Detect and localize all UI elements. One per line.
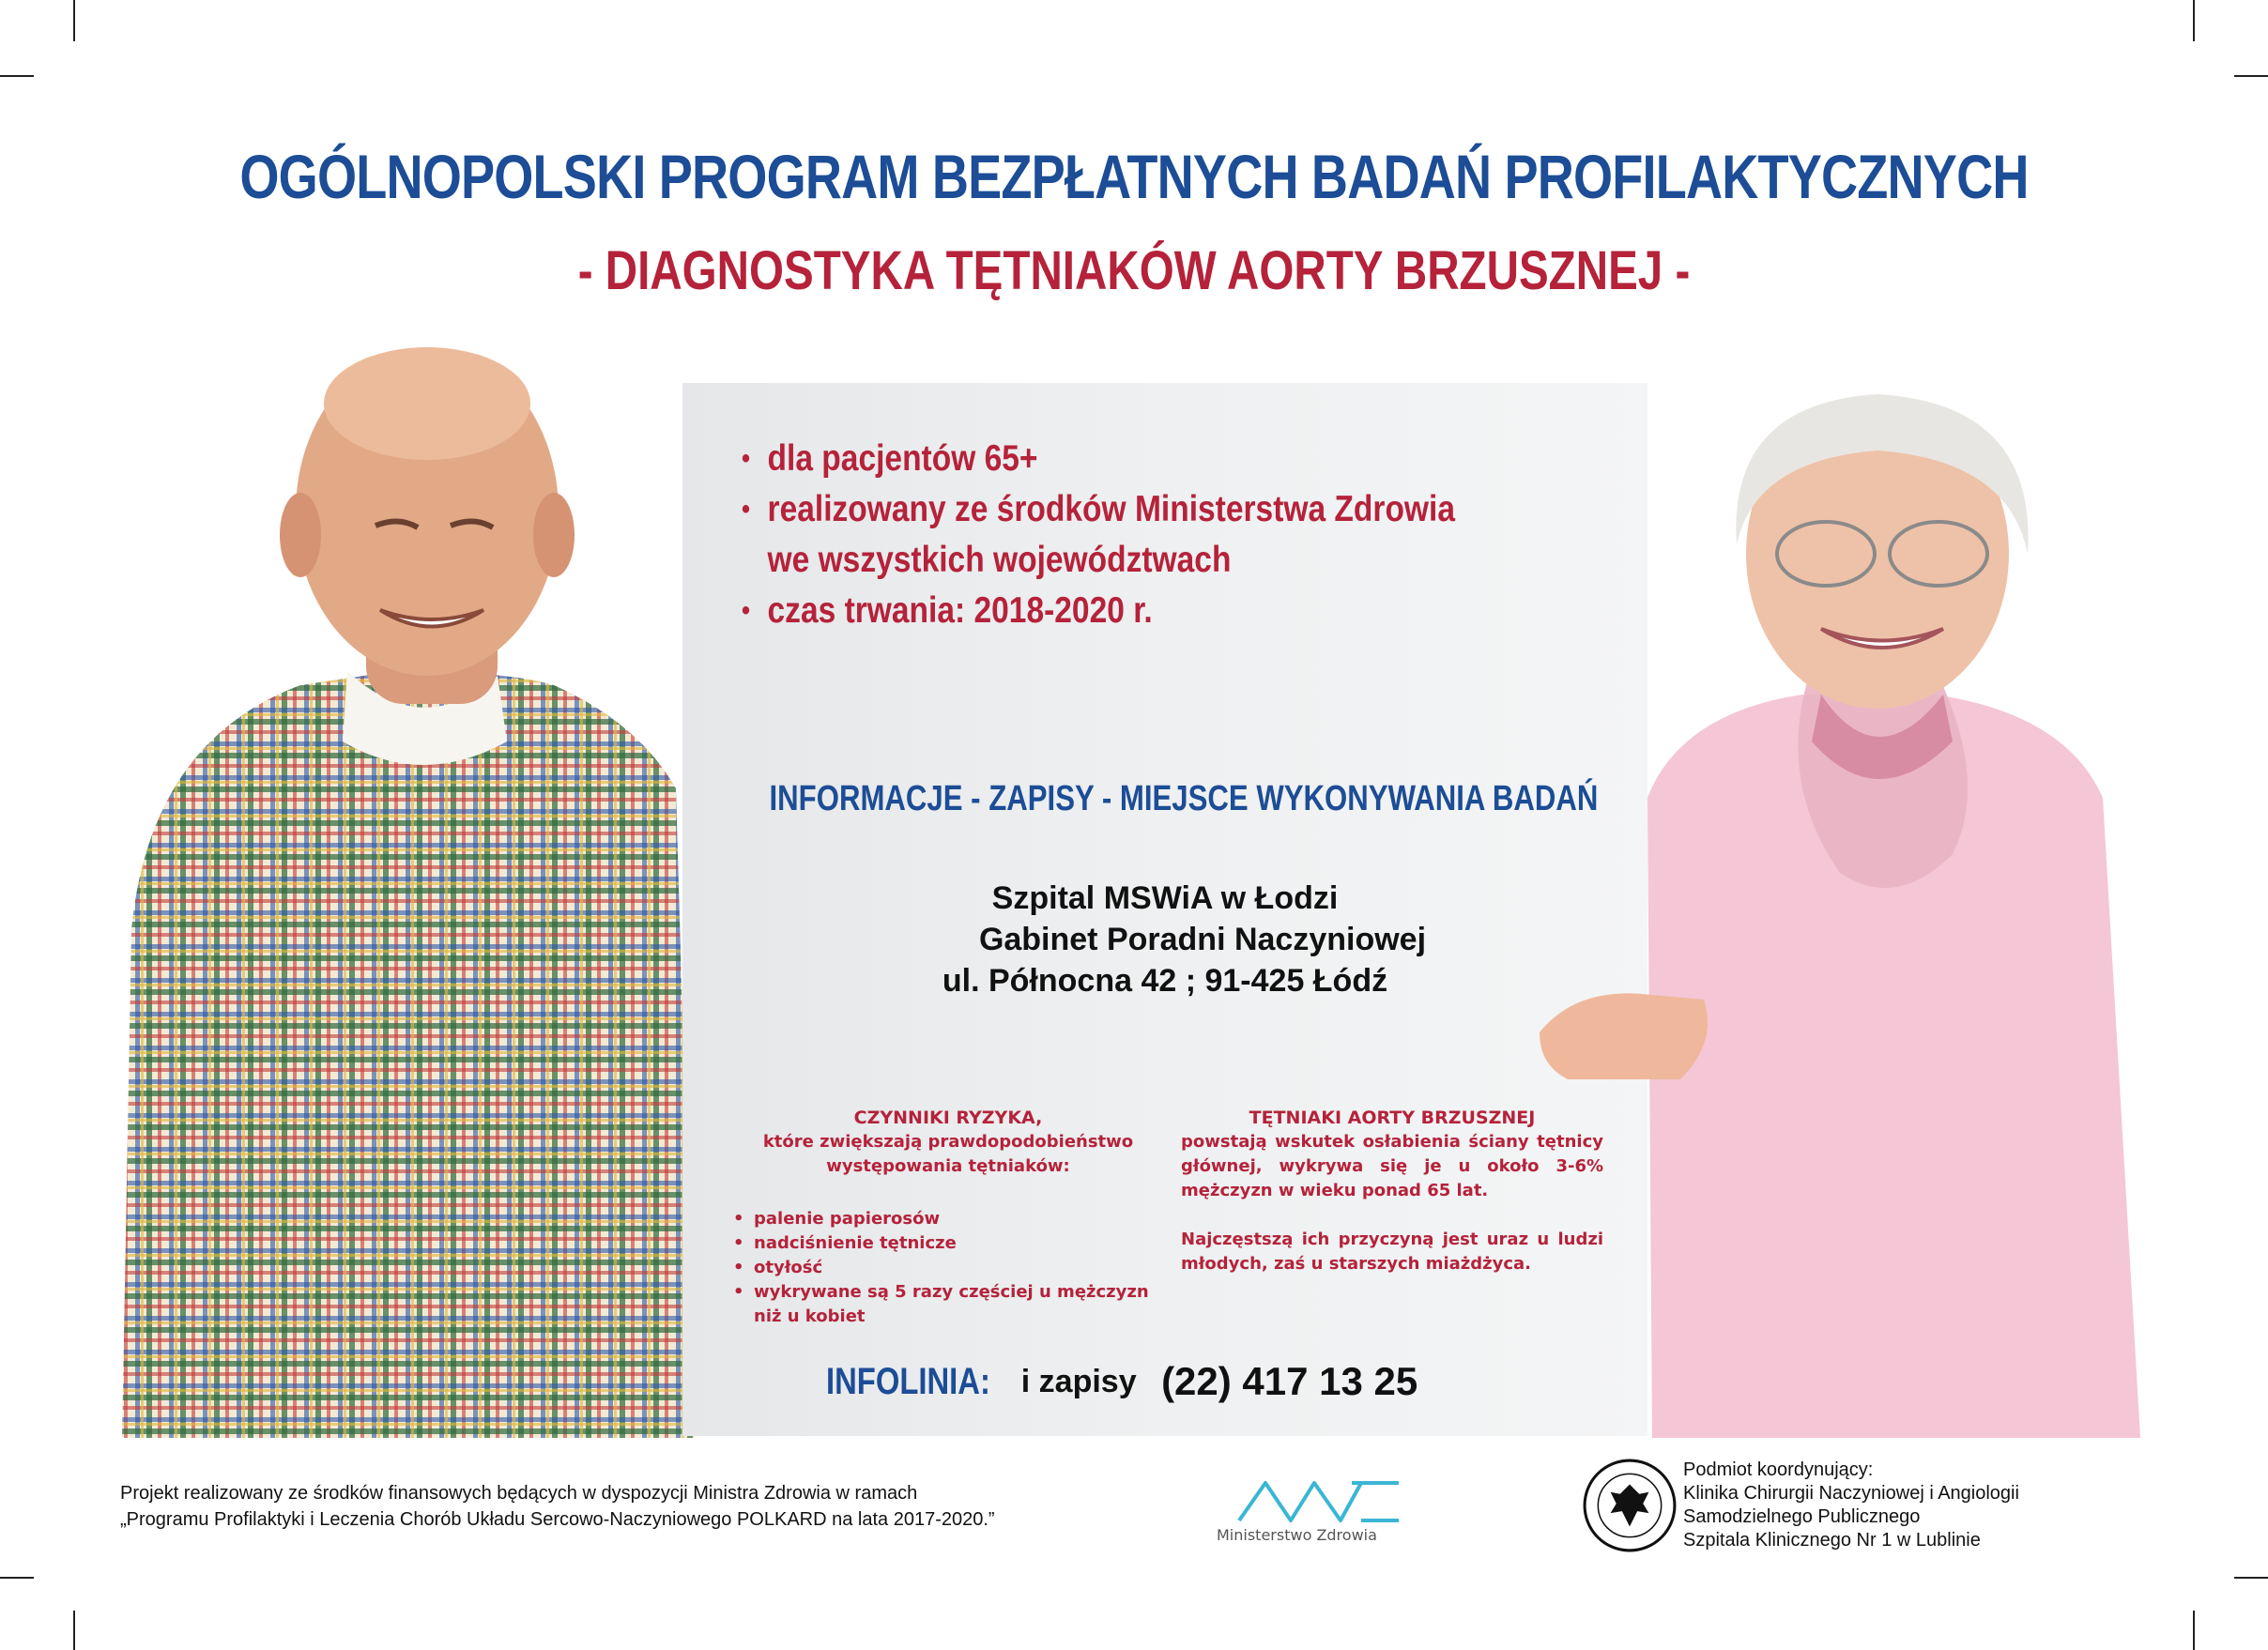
crop-mark <box>73 0 75 41</box>
project-note-line: Projekt realizowany ze środków finansowych będących w dyspozycji Ministra Zdrowia w ramach <box>120 1483 918 1504</box>
coordinator-line: Klinika Chirurgii Naczyniowej i Angiologii <box>1683 1483 2019 1504</box>
page-title: OGÓLNOPOLSKI PROGRAM BEZPŁATNYCH BADAŃ PROFILAKTYCZNYCH <box>239 142 2029 211</box>
coordinator-line: Szpitala Klinicznego Nr 1 w Lublinie <box>1683 1530 1981 1551</box>
risk-factors-column <box>728 1106 1169 1329</box>
ministry-caption: Ministerstwo Zdrowia <box>1217 1526 1377 1544</box>
list-item: • nadciśnienie tętnicze <box>728 1231 1169 1256</box>
crop-mark <box>0 75 34 77</box>
aneurysm-text: Najczęstszą ich przyczyną jest uraz u ludzi młodych, zaś u starszych miażdżyca. <box>1181 1230 1603 1274</box>
highlight-item: • dla pacjentów 65+ <box>742 434 1517 484</box>
address-line: Szpital MSWiA w Łodzi <box>991 880 1339 916</box>
aneurysm-heading: TĘTNIAKI AORTY BRZUSZNEJ <box>1249 1108 1536 1128</box>
address-line: Gabinet Poradni Naczyniowej <box>978 922 1427 957</box>
elderly-man-photo <box>113 347 695 1438</box>
aneurysm-column <box>1181 1106 1603 1276</box>
crop-mark <box>2193 1611 2195 1650</box>
phone-number[interactable]: (22) 417 13 25 <box>1161 1359 1418 1403</box>
risk-factors-list <box>728 1207 1169 1329</box>
risk-factors-subheading: które zwiększają prawdopodobieństwo <box>762 1132 1134 1152</box>
crop-mark <box>2193 0 2195 41</box>
aneurysm-text: powstają wskutek osłabienia ściany tętnicy głównej, wykrywa się je u około 3-6% mężczyzn w wieku ponad 65 lat. <box>1181 1132 1603 1200</box>
page-subtitle: - DIAGNOSTYKA TĘTNIAKÓW AORTY BRZUSZNEJ - <box>577 240 1691 301</box>
coordinator-block <box>1683 1459 2115 1552</box>
infoline-zapisy: i zapisy <box>1020 1363 1137 1399</box>
infoline <box>826 1359 1418 1404</box>
crop-mark <box>2234 1577 2268 1579</box>
coordinator-line: Samodzielnego Publicznego <box>1683 1506 1921 1527</box>
list-item: • palenie papierosów <box>728 1207 1169 1231</box>
crop-mark <box>0 1577 34 1579</box>
infoline-label: INFOLINIA: <box>826 1360 990 1402</box>
list-item: • wykrywane są 5 razy częściej u mężczyzn niż u kobiet <box>728 1280 1159 1329</box>
highlight-item: • czas trwania: 2018-2020 r. <box>742 586 1517 636</box>
highlight-item-continuation: we wszystkich województwach <box>767 540 1232 580</box>
risk-factors-heading: CZYNNIKI RYZYKA, <box>853 1108 1043 1128</box>
coordinator-line: Podmiot koordynujący: <box>1683 1459 1874 1480</box>
project-note <box>120 1480 1153 1533</box>
project-note-line: „Programu Profilaktyki i Leczenia Chorób Układu Sercowo-Naczyniowego POLKARD na lata 2017-2020.” <box>120 1509 995 1530</box>
highlight-item: • realizowany ze środków Ministerstwa Zdrowia <box>742 484 1517 535</box>
address-line: ul. Północna 42 ; 91-425 Łódź <box>942 963 1388 999</box>
crop-mark <box>2234 75 2268 77</box>
highlights-list <box>742 434 1643 636</box>
university-seal-icon <box>1582 1458 1678 1553</box>
list-item: • otyłość <box>728 1256 1169 1280</box>
risk-factors-subheading: występowania tętniaków: <box>826 1156 1070 1176</box>
address-block <box>682 878 1647 1001</box>
info-heading: INFORMACJE - ZAPISY - MIEJSCE WYKONYWANIA BADAŃ <box>769 779 1599 818</box>
crop-mark <box>73 1611 75 1650</box>
